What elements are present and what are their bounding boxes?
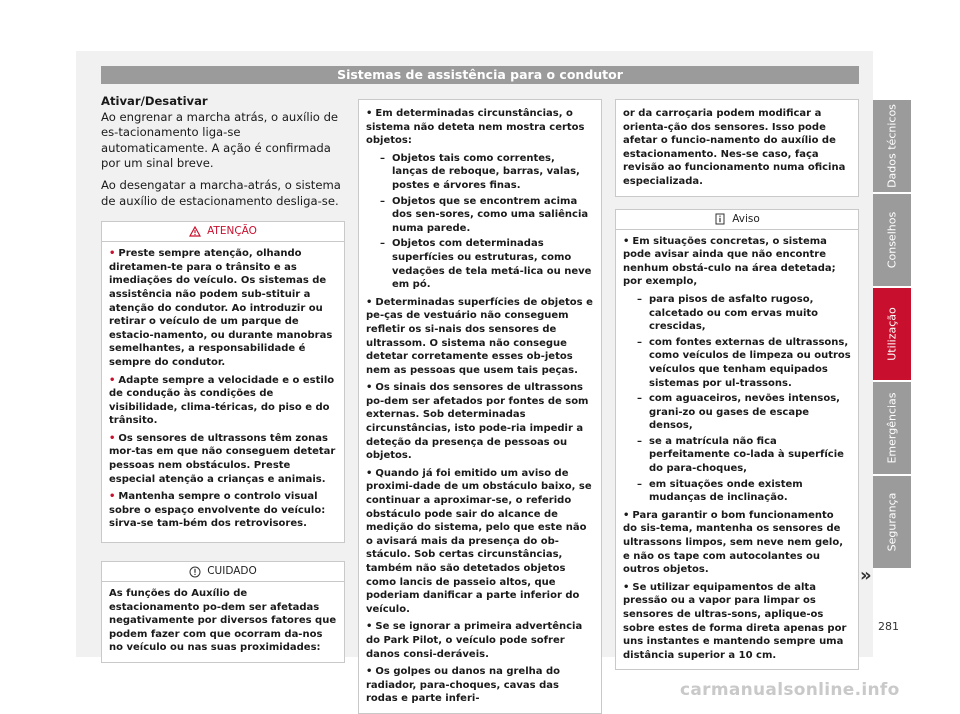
sub-text: com fontes externas de ultrassons, como veículos de limpeza ou outros veículos que tenham equipados sistemas por ul-trassons. [649,336,851,389]
bullet-item [109,374,337,428]
dash-icon: – [637,293,642,305]
bullet-icon: • [109,432,116,444]
warning-body [102,242,344,542]
bullet-icon: • [109,374,116,386]
bullet-icon: • [366,666,373,678]
caution-box [101,561,345,663]
sub-text: Objetos com determinadas superfícies ou estruturas, como vedações de tela metá-lica ou neve em pó. [392,238,592,291]
sub-item [623,435,851,476]
bullet-text: Determinadas superfícies de objetos e pe-ças de vestuário não conseguem refletir os si-nais dos sensores de ultrassom. O sistema não consegue detetar corretamente esses ob-jetos nem as pessoas que usem tais peças. [366,296,593,376]
sub-item [366,152,594,193]
tab-dados-tecnicos[interactable] [873,100,911,192]
dash-icon: – [637,336,642,348]
sub-text: se a matrícula não fica perfeitamente co-lada à superfície do para-choques, [649,435,844,475]
sub-text: para pisos de asfalto rugoso, calcetado ou com ervas muito crescidas, [649,293,819,333]
sub-item [366,195,594,236]
note-title: Aviso [732,212,760,225]
dash-icon: – [380,238,385,250]
bullet-text: Preste sempre atenção, olhando diretamen-te para o trânsito e as imediações do veículo. Os sistemas de assistência não podem sub-stituir a atenção do condutor. Ao introduzir ou retirar o veículo de um parque de estacio-namento, ou durante manobras semelhantes, a responsabilidade é sempre do condutor. [109,248,333,368]
bullet-icon: • [366,382,373,394]
caution-continued-box-2 [615,99,859,197]
sub-item [623,336,851,390]
caution-continued-text: or da carroçaria podem modificar a orienta-ção dos sensores. Isso pode afetar o funcio-namento do auxílio de estacionamento. Nes-se caso, faça revisão ao funcionamento numa oficina especializada. [623,108,846,187]
note-box [615,209,859,671]
note-body [616,230,858,670]
bullet-item [623,235,851,289]
bullet-icon: • [109,491,116,503]
column-3 [615,99,859,670]
warning-triangle-icon [189,226,201,237]
bullet-item [109,432,337,486]
tab-utilizacao[interactable] [873,288,911,380]
bullet-text: Se utilizar equipamentos de alta pressão ou a vapor para limpar os sensores de ultras-sons, aplique-os sobre estes de forma direta apenas por uns instantes e mantendo sempre uma distância superior a 10 cm. [623,581,847,661]
sub-item [623,293,851,334]
bullet-item [109,490,337,531]
bullet-item [366,381,594,463]
note-icon [714,213,726,225]
bullet-icon: • [623,509,630,521]
bullet-text: Mantenha sempre o controlo visual sobre o espaço envolvente do veículo: sirva-se tam-bém dos retrovisores. [109,491,326,530]
bullet-item [623,581,851,663]
dash-icon: – [637,393,642,405]
caution-title: CUIDADO [207,565,257,578]
sub-text: Objetos tais como correntes, lanças de reboque, barras, valas, postes e árvores finas. [392,152,580,191]
watermark: carmanualsonline.info [680,680,900,700]
section-header: Sistemas de assistência para o condutor [101,66,859,84]
bullet-item [366,107,594,148]
caution-body: As funções do Auxílio de estacionamento po-dem ser afetadas negativamente por diversos fatores que podem fazer com que ocorram da-nos no veículo ou nas suas proximidades: [109,588,337,654]
sub-text: com aguaceiros, nevões intensos, grani-zo ou gases de escape densos, [649,393,840,432]
bullet-icon: • [366,296,373,308]
caution-continued-box [358,99,602,714]
bullet-text: Os golpes ou danos na grelha do radiador, para-choques, cavas das rodas e parte inferi- [366,666,560,705]
sub-item [623,478,851,505]
sub-text: Objetos que se encontrem acima dos sen-sores, como uma saliência numa parede. [392,195,589,234]
bullet-item [366,620,594,661]
paragraph: Ao engrenar a marcha atrás, o auxílio de es-tacionamento liga-se automaticamente. A ação é confirmada por um sinal breve. [101,109,339,171]
bullet-icon: • [623,581,630,593]
bullet-item [366,665,594,706]
continue-arrow-icon: » [860,565,872,586]
bullet-icon: • [109,248,116,260]
warning-header [102,222,344,242]
sub-text: em situações onde existem mudanças de inclinação. [649,478,803,504]
column-2 [358,99,602,714]
bullet-icon: • [366,621,373,633]
tab-label: Dados técnicos [885,104,899,188]
info-circle-icon [189,566,201,578]
section-heading: Ativar/Desativar [101,94,208,108]
tab-label: Emergências [885,392,899,464]
dash-icon: – [380,152,385,164]
bullet-text: Adapte sempre a velocidade e o estilo de condução às condições de visibilidade, clima-téricas, do piso e do trânsito. [109,374,335,427]
tab-emergencias[interactable] [873,382,911,474]
page-number: 281 [878,620,899,633]
bullet-text: Os sensores de ultrassons têm zonas mor-tas em que não conseguem detetar pessoas nem obstáculos. Preste especial atenção a crianças e animais. [109,432,336,485]
bullet-text: Quando já foi emitido um aviso de proximi-dade de um obstáculo baixo, se continuar a aproximar-se, o referido obstáculo pode sair do alcance de medição do sistema, pelo que este não o avisará mais da presença do ob-stáculo. Sob certas circunstâncias, também não são detetados objetos como lancis de passeio altos, que poderiam danificar a parte inferior do veículo. [366,467,592,615]
dash-icon: – [637,478,642,490]
tab-label: Conselhos [885,211,899,269]
note-header [616,210,858,230]
bullet-icon: • [366,467,373,479]
bullet-text: Os sinais dos sensores de ultrassons po-dem ser afetados por fontes de som externas. Sob determinadas circunstâncias, isto pode-ria impedir a deteção da presença de pessoas ou objetos. [366,382,589,462]
bullet-item [623,509,851,577]
bullet-text: Para garantir o bom funcionamento do sis-tema, mantenha os sensores de ultrassons limpos, sem neve nem gelo, e não os tape com autocolantes ou outros objetos. [623,509,844,576]
bullet-text: Se se ignorar a primeira advertência do Park Pilot, o veículo pode sofrer danos consi-deráveis. [366,621,583,660]
warning-title: ATENÇÃO [207,225,257,238]
bullet-item [109,247,337,369]
paragraph: Ao desengatar a marcha-atrás, o sistema de auxílio de estacionamento desliga-se. [101,177,341,208]
warning-box [101,221,345,543]
dash-icon: – [380,195,385,207]
bullet-item [366,296,594,378]
sub-item [366,237,594,291]
bullet-item [366,467,594,617]
chapter-tabs [873,100,911,570]
tab-seguranca[interactable] [873,476,911,568]
tab-label: Segurança [885,492,899,552]
tab-label: Utilização [885,307,899,361]
bullet-icon: • [366,108,373,119]
sub-item [623,392,851,433]
column-1 [101,94,345,663]
bullet-icon: • [623,235,630,247]
caution-continued-body [359,100,601,713]
tab-conselhos[interactable] [873,194,911,286]
bullet-text: Em situações concretas, o sistema pode avisar ainda que não encontre nenhum obstá-culo na área detetada; por exemplo, [623,235,836,288]
dash-icon: – [637,435,642,447]
caution-header [102,562,344,582]
bullet-text: Em determinadas circunstâncias, o sistema não deteta nem mostra certos objetos: [366,108,585,147]
